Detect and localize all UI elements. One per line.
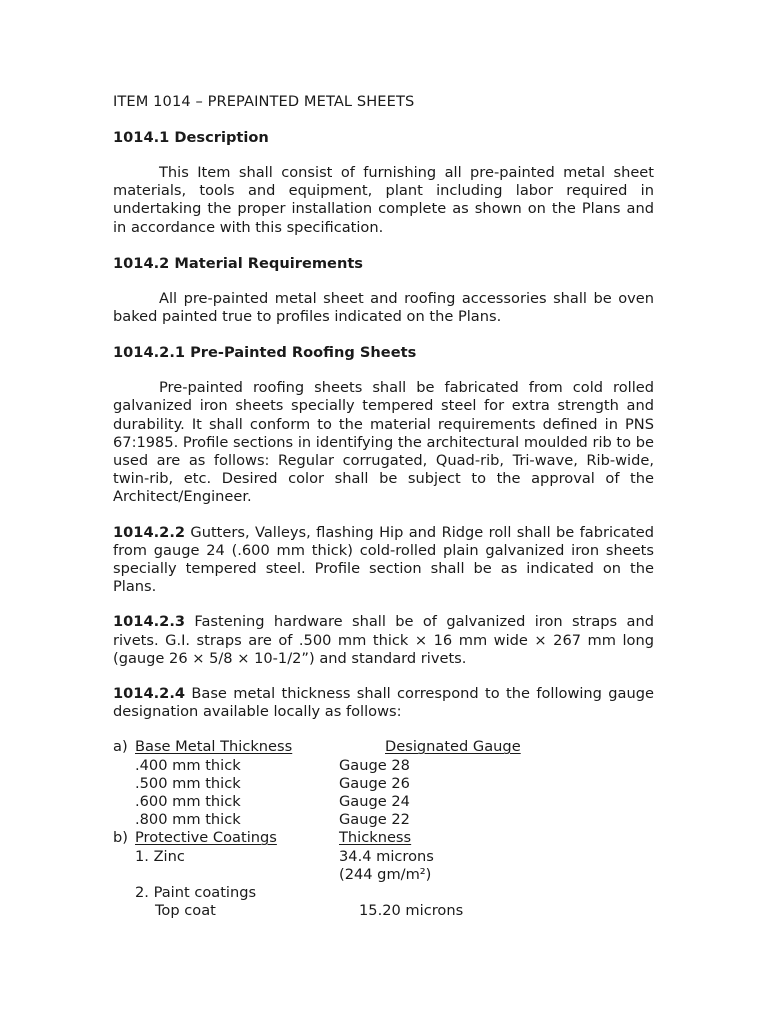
material-requirements-paragraph: All pre-painted metal sheet and roofing accessories shall be oven baked painted true to profiles indicated on the Plans. [113, 289, 654, 326]
table-row [113, 884, 654, 902]
column-header-designated-gauge: Designated Gauge [385, 738, 521, 756]
coating-zinc-value-weight: (244 gm/m²) [339, 865, 432, 883]
description-paragraph: This Item shall consist of furnishing all pre-painted metal sheet materials, tools and equipment, plant including labor required in undertaking the proper installation complete as shown on the Plans and in accordance with this specification. [113, 164, 654, 236]
section-heading-material-requirements: 1014.2 Material Requirements [113, 254, 363, 272]
table-row [113, 793, 654, 811]
coating-zinc-value: 34.4 microns [339, 847, 434, 865]
thickness-cell: .600 mm thick [135, 793, 241, 811]
column-header-base-metal-thickness: Base Metal Thickness [135, 738, 293, 756]
table-row [113, 775, 654, 793]
gauge-table [113, 738, 654, 920]
table-row [113, 902, 654, 920]
table-row [113, 757, 654, 775]
clause-text: Gutters, Valleys, flashing Hip and Ridge roll shall be fabricated from gauge 24 (.600 mm thick) cold-rolled plain galvanized iron sheets specially tempered steel. Profile section shall be as indicated on the Plans. [113, 523, 654, 596]
clause-text: Base metal thickness shall correspond to the following gauge designation available locally as follows: [113, 685, 654, 721]
section-heading-description: 1014.1 Description [113, 129, 269, 146]
document-title: ITEM 1014 – PREPAINTED METAL SHEETS [113, 93, 415, 110]
thickness-cell: .500 mm thick [135, 774, 241, 792]
clause-number: 1014.2.3 [113, 613, 186, 631]
coating-zinc-label: 1. Zinc [135, 847, 185, 865]
coating-topcoat-value: 15.20 microns [359, 902, 464, 920]
clause-1014-2-3 [113, 613, 654, 668]
table-header-a [113, 738, 654, 756]
gauge-cell: Gauge 22 [339, 811, 410, 829]
thickness-cell: .400 mm thick [135, 756, 241, 774]
clause-1014-2-2 [113, 524, 654, 597]
list-marker-a: a) [113, 738, 128, 756]
table-row [113, 866, 654, 884]
table-row [113, 811, 654, 829]
clause-1014-2-4 [113, 685, 654, 721]
gauge-cell: Gauge 28 [339, 756, 410, 774]
clause-number: 1014.2.2 [113, 523, 186, 541]
list-marker-b: b) [113, 829, 128, 847]
table-row [113, 848, 654, 866]
clause-text: Fastening hardware shall be of galvanized iron straps and rivets. G.I. straps are of .500 mm thick × 16 mm wide × 267 mm long (gauge 26 × 5/8 × 10-1/2”) and standard rivets. [113, 613, 654, 667]
section-heading-roofing-sheets: 1014.2.1 Pre-Painted Roofing Sheets [113, 344, 417, 362]
gauge-cell: Gauge 26 [339, 774, 410, 792]
table-header-b [113, 829, 654, 847]
roofing-sheets-paragraph: Pre-painted roofing sheets shall be fabricated from cold rolled galvanized iron sheets specially tempered steel for extra strength and durability. It shall conform to the material requirements defined in PNS 67:1985. Profile sections in identifying the architectural moulded rib to be used are as follows: Regular corrugated, Quad-rib, Tri-wave, Rib-wide, twin-rib, etc. Desired color shall be subject to the approval of the Architect/Engineer. [113, 379, 654, 506]
column-header-protective-coatings: Protective Coatings [135, 829, 277, 847]
thickness-cell: .800 mm thick [135, 811, 241, 829]
document-page [113, 92, 654, 920]
clause-number: 1014.2.4 [113, 685, 186, 703]
gauge-cell: Gauge 24 [339, 793, 410, 811]
coating-topcoat-label: Top coat [155, 902, 216, 920]
coating-paint-label: 2. Paint coatings [135, 883, 257, 901]
column-header-thickness: Thickness [339, 829, 412, 847]
